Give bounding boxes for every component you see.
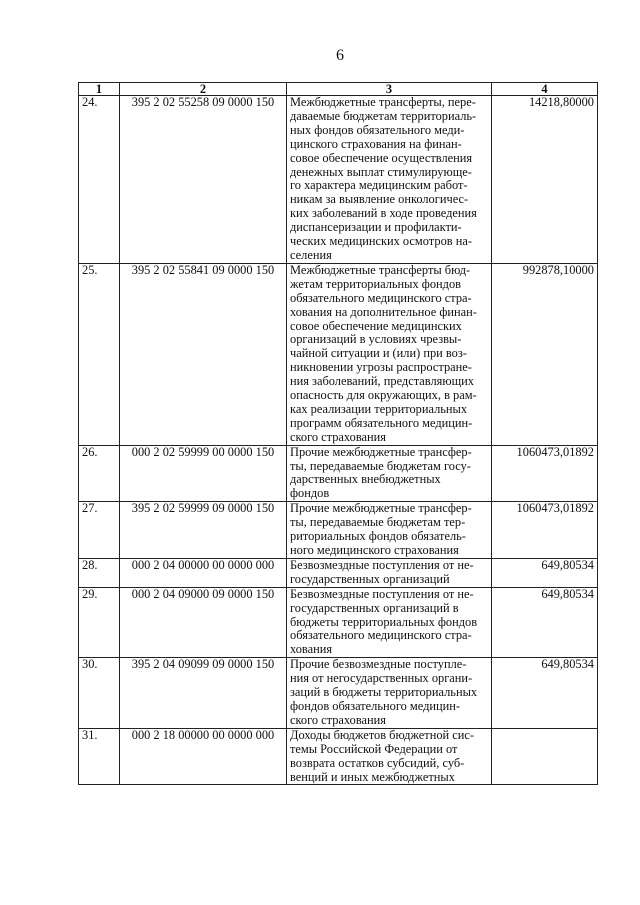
description-line: хования на дополнительное финан- <box>290 304 477 319</box>
amount-cell: 1060473,01892 <box>492 445 598 502</box>
table-row <box>79 728 598 785</box>
description-line: ты, передаваемые бюджетам госу- <box>290 458 471 473</box>
description-line: денежных выплат стимулирующе- <box>290 164 472 179</box>
header-col-4: 4 <box>492 83 598 96</box>
amount-cell <box>492 728 598 785</box>
description-line: ках реализации территориальных <box>290 401 468 416</box>
revenue-description <box>287 96 492 264</box>
revenue-description <box>287 445 492 502</box>
description-line: обязательного медицинского стра- <box>290 290 472 305</box>
description-line: организаций в условиях чрезвы- <box>290 332 462 347</box>
budget-classification-code: 395 2 02 59999 09 0000 150 <box>120 502 287 559</box>
budget-classification-code: 000 2 02 59999 00 0000 150 <box>120 445 287 502</box>
row-number: 25. <box>79 263 120 445</box>
description-line: никам за выявление онкологичес- <box>290 192 469 207</box>
table-row <box>79 558 598 587</box>
description-line: никновении угрозы распростране- <box>290 360 472 375</box>
amount-cell: 649,80534 <box>492 658 598 729</box>
description-line: государственных организаций <box>290 571 450 586</box>
revenue-description <box>287 558 492 587</box>
description-line: Прочие безвозмездные поступле- <box>290 657 467 672</box>
description-line: ного медицинского страхования <box>290 543 459 557</box>
description-line: совое обеспечение осуществления <box>290 150 473 165</box>
budget-classification-code: 395 2 02 55841 09 0000 150 <box>120 263 287 445</box>
revenue-description <box>287 263 492 445</box>
row-number: 24. <box>79 96 120 264</box>
description-line: фондов обязательного медицин- <box>290 698 461 713</box>
table-row <box>79 658 598 729</box>
row-number: 28. <box>79 558 120 587</box>
description-line: заций в бюджеты территориальных <box>290 685 478 700</box>
description-line: ких заболеваний в ходе проведения <box>290 206 477 221</box>
description-line: ния заболеваний, представляющих <box>290 374 474 389</box>
description-line: государственных организаций в <box>290 600 459 615</box>
description-line: фондов <box>290 486 330 501</box>
budget-classification-code: 395 2 02 55258 09 0000 150 <box>120 96 287 264</box>
description-line: совое обеспечение медицинских <box>290 318 462 333</box>
description-line: возврата остатков субсидий, суб- <box>290 755 465 770</box>
header-col-1: 1 <box>79 83 120 96</box>
description-line: ты, передаваемые бюджетам тер- <box>290 515 466 530</box>
table-row <box>79 263 598 445</box>
description-line: риториальных фондов обязатель- <box>290 529 466 544</box>
description-line: Межбюджетные трансферты бюд- <box>290 262 471 277</box>
description-line: опасность для окружающих, в рам- <box>290 388 477 403</box>
table-row <box>79 502 598 559</box>
description-line: диспансеризации и профилакти- <box>290 220 462 235</box>
amount-cell: 1060473,01892 <box>492 502 598 559</box>
amount-cell: 649,80534 <box>492 558 598 587</box>
description-line: ского страхования <box>290 429 386 444</box>
description-line: Прочие межбюджетные трансфер- <box>290 501 472 516</box>
budget-classification-code: 000 2 04 00000 00 0000 000 <box>120 558 287 587</box>
description-line: Межбюджетные трансферты, пере- <box>290 95 476 109</box>
description-line: Доходы бюджетов бюджетной сис- <box>290 727 475 742</box>
description-line: го характера медицинским работ- <box>290 178 468 193</box>
description-line: ния от негосударственных органи- <box>290 671 473 686</box>
description-line: Безвозмездные поступления от не- <box>290 557 474 572</box>
description-line: селения <box>290 247 332 262</box>
header-row <box>79 83 598 96</box>
revenue-description <box>287 587 492 658</box>
budget-revenue-table <box>78 82 598 785</box>
budget-classification-code: 395 2 04 09099 09 0000 150 <box>120 658 287 729</box>
description-line: жетам территориальных фондов <box>290 276 462 291</box>
description-line: ных фондов обязательного меди- <box>290 122 465 137</box>
row-number: 30. <box>79 658 120 729</box>
row-number: 27. <box>79 502 120 559</box>
description-line: темы Российской Федерации от <box>290 741 458 756</box>
header-col-2: 2 <box>120 83 287 96</box>
description-line: хования <box>290 642 333 657</box>
description-line: даваемые бюджетам территориаль- <box>290 108 477 123</box>
description-line: Безвозмездные поступления от не- <box>290 586 474 601</box>
description-line: дарственных внебюджетных <box>290 472 441 487</box>
row-number: 31. <box>79 728 120 785</box>
description-line: венций и иных межбюджетных <box>290 769 455 784</box>
budget-classification-code: 000 2 18 00000 00 0000 000 <box>120 728 287 785</box>
table-body <box>79 96 598 785</box>
description-line: программ обязательного медицин- <box>290 415 473 430</box>
description-line: ческих медицинских осмотров на- <box>290 234 472 249</box>
description-line: чайной ситуации и (или) при воз- <box>290 346 467 361</box>
description-line: бюджеты территориальных фондов <box>290 614 478 629</box>
description-line: Прочие межбюджетные трансфер- <box>290 444 472 459</box>
amount-cell: 649,80534 <box>492 587 598 658</box>
revenue-description <box>287 502 492 559</box>
table-row <box>79 587 598 658</box>
amount-cell: 14218,80000 <box>492 96 598 264</box>
description-line: обязательного медицинского стра- <box>290 628 472 643</box>
page-number: 6 <box>336 47 344 64</box>
description-line: цинского страхования на финан- <box>290 136 462 151</box>
revenue-description <box>287 728 492 785</box>
row-number: 26. <box>79 445 120 502</box>
amount-cell: 992878,10000 <box>492 263 598 445</box>
table-row <box>79 445 598 502</box>
description-line: ского страхования <box>290 712 386 727</box>
table-row <box>79 96 598 264</box>
budget-classification-code: 000 2 04 09000 09 0000 150 <box>120 587 287 658</box>
row-number: 29. <box>79 587 120 658</box>
revenue-description <box>287 658 492 729</box>
header-col-3: 3 <box>287 83 492 96</box>
